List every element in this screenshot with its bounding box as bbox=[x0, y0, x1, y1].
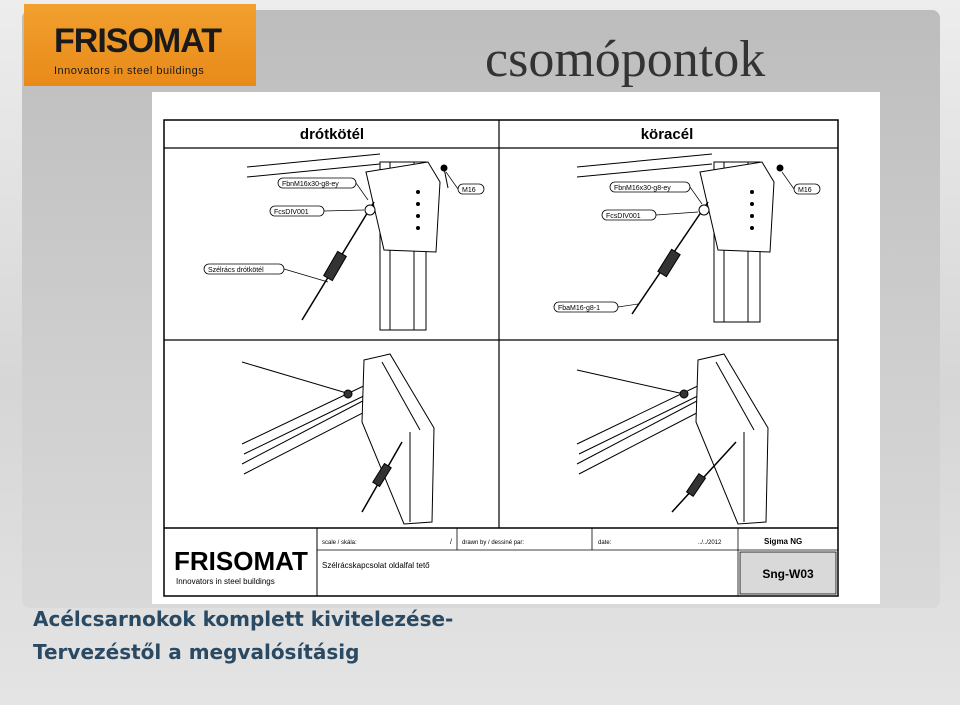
tb-scale-value: / bbox=[450, 539, 452, 546]
tb-date-label: date: bbox=[598, 540, 612, 546]
tb-description: Szélrácskapcsolat oldalfal tető bbox=[322, 561, 430, 570]
footer-line-2: Tervezéstől a megvalósításig bbox=[33, 640, 360, 664]
label-m16-right: M16 bbox=[798, 187, 812, 194]
labels-top-right bbox=[554, 172, 820, 312]
tb-logo: FRISOMAT bbox=[174, 546, 308, 576]
tb-tagline: Innovators in steel buildings bbox=[176, 577, 275, 586]
label-bolt-right: FbnM16x30-g8-ey bbox=[614, 185, 671, 192]
label-cable-left: Szélrács drótkötél bbox=[208, 267, 264, 274]
label-bolt-left: FbnM16x30-g8-ey bbox=[282, 181, 339, 188]
technical-drawing bbox=[152, 92, 880, 604]
col-left-title: drótkötél bbox=[299, 126, 365, 143]
tb-drawing-number: Sng-W03 bbox=[762, 567, 814, 581]
detail-bottom-right bbox=[577, 354, 768, 524]
page-title: csomópontok bbox=[485, 31, 766, 88]
detail-top-right bbox=[577, 154, 783, 322]
col-right-title: köracél bbox=[640, 126, 694, 143]
tb-drawn-label: drawn by / dessiné par: bbox=[462, 540, 525, 546]
tb-scale-label: scale / skála: bbox=[322, 540, 357, 546]
label-clip-right: FcsDIV001 bbox=[606, 213, 641, 220]
title-block bbox=[174, 528, 838, 596]
logo-tagline: Innovators in steel buildings bbox=[54, 65, 205, 77]
frisomat-logo bbox=[24, 4, 256, 86]
label-clip-left: FcsDIV001 bbox=[274, 209, 309, 216]
label-m16-left: M16 bbox=[462, 187, 476, 194]
logo-wordmark: FRISOMAT bbox=[54, 22, 222, 60]
tb-date-value: ../../2012 bbox=[698, 540, 722, 546]
tb-product: Sigma NG bbox=[764, 537, 803, 546]
drawing-canvas bbox=[152, 92, 880, 604]
detail-bottom-left bbox=[242, 354, 434, 524]
labels-top-left bbox=[204, 172, 484, 282]
footer-line-1: Acélcsarnokok komplett kivitelezése- bbox=[33, 607, 454, 631]
label-rod-right: FbaM16-g8-1 bbox=[558, 305, 601, 312]
